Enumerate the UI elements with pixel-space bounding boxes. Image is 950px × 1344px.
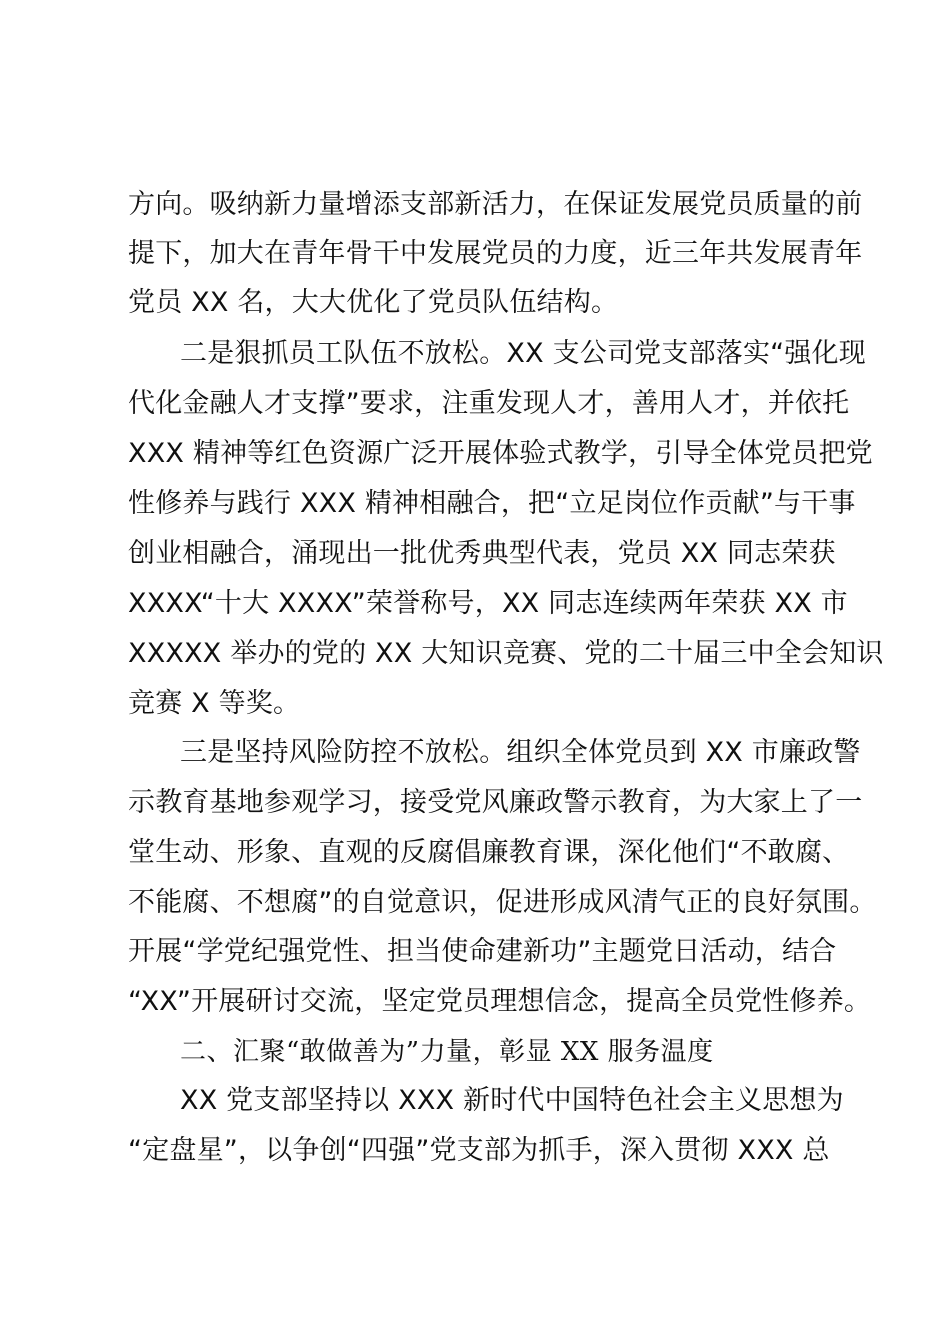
section-heading: 二、汇聚“敢做善为”力量，彰显 XX 服务温度 (180, 1037, 714, 1067)
paragraph-line: 提下，加大在青年骨干中发展党员的力度，近三年共发展青年 (128, 238, 863, 269)
paragraph-line: XXX 精神等红色资源广泛开展体验式教学，引导全体党员把党 (128, 438, 873, 469)
paragraph-line: 代化金融人才支撑”要求，注重发现人才，善用人才，并依托 (128, 388, 850, 419)
paragraph-line: 创业相融合，涌现出一批优秀典型代表，党员 XX 同志荣获 (128, 538, 836, 569)
paragraph-line: 性修养与践行 XXX 精神相融合，把“立足岗位作贡献”与干事 (128, 488, 856, 519)
paragraph-line: XXXX“十大 XXXX”荣誉称号，XX 同志连续两年荣获 XX 市 (128, 588, 848, 619)
paragraph-line: 示教育基地参观学习，接受党风廉政警示教育，为大家上了一 (128, 787, 863, 818)
paragraph-line: 三是坚持风险防控不放松。组织全体党员到 XX 市廉政警 (180, 737, 861, 768)
paragraph-line: XX 党支部坚持以 XXX 新时代中国特色社会主义思想为 (180, 1085, 844, 1116)
paragraph-line: “定盘星”，以争创“四强”党支部为抓手，深入贯彻 XXX 总 (128, 1135, 830, 1166)
paragraph-line: 堂生动、形象、直观的反腐倡廉教育课，深化他们“不敢腐、 (128, 837, 850, 868)
paragraph-line: 方向。吸纳新力量增添支部新活力，在保证发展党员质量的前 (128, 189, 863, 220)
paragraph-line: 开展“学党纪强党性、担当使命建新功”主题党日活动，结合 (128, 936, 837, 967)
paragraph-line: XXXXX 举办的党的 XX 大知识竞赛、党的二十届三中全会知识 (128, 638, 884, 669)
paragraph-line: 二是狠抓员工队伍不放松。XX 支公司党支部落实“强化现 (180, 338, 866, 369)
paragraph-line: “XX”开展研讨交流，坚定党员理想信念，提高全员党性修养。 (128, 986, 872, 1017)
paragraph-line: 竞赛 X 等奖。 (128, 688, 301, 719)
paragraph-line: 党员 XX 名，大大优化了党员队伍结构。 (128, 287, 619, 318)
paragraph-line: 不能腐、不想腐”的自觉意识，促进形成风清气正的良好氛围。 (128, 887, 877, 918)
